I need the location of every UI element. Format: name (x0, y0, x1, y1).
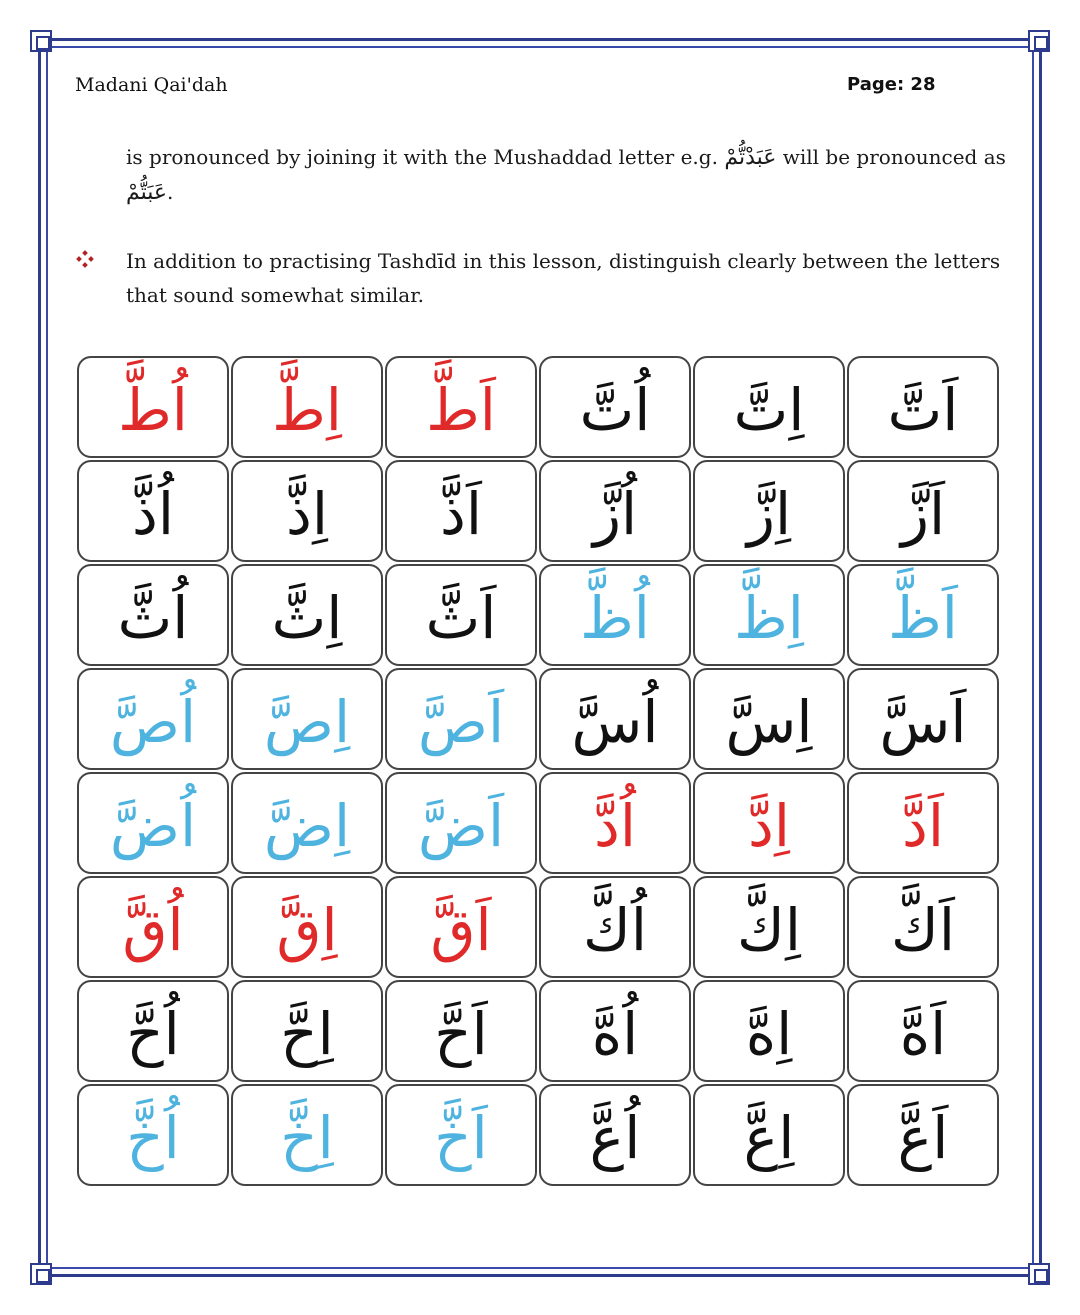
letter-card (847, 564, 999, 666)
letter-card (693, 460, 845, 562)
arabic-syllable: اِعَّ (743, 1104, 795, 1172)
arabic-syllable: اِخَّ (280, 1104, 334, 1172)
letter-card (693, 980, 845, 1082)
arabic-syllable: اُضَّ (109, 792, 197, 860)
arabic-syllable: اِتَّ (733, 376, 805, 444)
example-word-2: عَبَتُّمْ (126, 180, 168, 205)
letter-card (77, 564, 229, 666)
arabic-syllable: اَظَّ (888, 584, 958, 652)
letter-card (77, 1084, 229, 1186)
letter-card (539, 980, 691, 1082)
letter-card (231, 772, 383, 874)
arabic-syllable: اُتَّ (579, 376, 651, 444)
arabic-syllable: اَهَّ (899, 1000, 947, 1068)
arabic-syllable: اُطَّ (118, 376, 188, 444)
letter-card (77, 668, 229, 770)
intro-text-end: . (167, 180, 174, 204)
letter-card (231, 668, 383, 770)
letter-card (539, 564, 691, 666)
arabic-syllable: اَعَّ (897, 1104, 949, 1172)
arabic-syllable: اُحَّ (126, 1000, 180, 1068)
arabic-syllable: اُدَّ (594, 792, 636, 860)
letter-card (231, 980, 383, 1082)
arabic-syllable: اَضَّ (417, 792, 505, 860)
arabic-syllable: اُثَّ (117, 584, 189, 652)
letter-card (539, 1084, 691, 1186)
arabic-syllable: اَثَّ (425, 584, 497, 652)
letter-grid (77, 356, 999, 1186)
arabic-syllable: اَصَّ (417, 688, 505, 756)
arabic-syllable: اَدَّ (902, 792, 944, 860)
page-number: Page: 28 (847, 74, 936, 95)
letter-card (231, 356, 383, 458)
arabic-syllable: اَكَّ (891, 896, 955, 964)
arabic-syllable: اَذَّ (440, 480, 482, 548)
arabic-syllable: اِسَّ (725, 688, 813, 756)
arabic-syllable: اِكَّ (737, 896, 801, 964)
letter-card (847, 980, 999, 1082)
letter-card (693, 668, 845, 770)
letter-card (385, 1084, 537, 1186)
corner-ornament-bottom-left (30, 1263, 52, 1285)
arabic-syllable: اُقَّ (122, 896, 184, 964)
corner-ornament-top-right (1028, 30, 1050, 52)
arabic-syllable: اُهَّ (591, 1000, 639, 1068)
letter-card (847, 668, 999, 770)
arabic-syllable: اَخَّ (434, 1104, 488, 1172)
arabic-syllable: اِحَّ (280, 1000, 334, 1068)
corner-ornament-bottom-right (1028, 1263, 1050, 1285)
arabic-syllable: اِثَّ (271, 584, 343, 652)
arabic-syllable: اُصَّ (109, 688, 197, 756)
arabic-syllable: اِهَّ (745, 1000, 793, 1068)
letter-card (847, 356, 999, 458)
arabic-syllable: اُعَّ (589, 1104, 641, 1172)
arabic-syllable: اُذَّ (132, 480, 174, 548)
letter-card (385, 564, 537, 666)
letter-card (539, 876, 691, 978)
letter-card (385, 980, 537, 1082)
arabic-syllable: اِطَّ (272, 376, 342, 444)
letter-card (693, 876, 845, 978)
letter-card (77, 460, 229, 562)
arabic-syllable: اُسَّ (571, 688, 659, 756)
intro-text-2: will be pronounced as (776, 145, 1006, 169)
arabic-syllable: اِقَّ (276, 896, 338, 964)
letter-card (77, 876, 229, 978)
letter-card (77, 356, 229, 458)
letter-card (77, 980, 229, 1082)
letter-card (693, 564, 845, 666)
letter-card (385, 772, 537, 874)
letter-card (77, 772, 229, 874)
arabic-syllable: اُخَّ (126, 1104, 180, 1172)
arabic-syllable: اِزَّ (746, 480, 792, 548)
diamond-bullet-icon (76, 250, 94, 268)
letter-card (231, 876, 383, 978)
letter-card (231, 460, 383, 562)
paragraph-intro (126, 140, 1006, 210)
letter-card (539, 668, 691, 770)
letter-card (847, 1084, 999, 1186)
letter-card (539, 460, 691, 562)
letter-card (847, 772, 999, 874)
arabic-syllable: اِدَّ (748, 792, 790, 860)
arabic-syllable: اَزَّ (900, 480, 946, 548)
letter-card (693, 1084, 845, 1186)
letter-card (693, 772, 845, 874)
letter-card (539, 356, 691, 458)
arabic-syllable: اِضَّ (263, 792, 351, 860)
letter-card (385, 356, 537, 458)
arabic-syllable: اِذَّ (286, 480, 328, 548)
arabic-syllable: اَطَّ (426, 376, 496, 444)
corner-ornament-top-left (30, 30, 52, 52)
intro-text-1: is pronounced by joining it with the Mushaddad letter e.g. (126, 145, 725, 169)
arabic-syllable: اَتَّ (887, 376, 959, 444)
letter-card (231, 1084, 383, 1186)
letter-card (847, 460, 999, 562)
letter-card (385, 460, 537, 562)
arabic-syllable: اُظَّ (580, 584, 650, 652)
arabic-syllable: اِصَّ (263, 688, 351, 756)
arabic-syllable: اَحَّ (434, 1000, 488, 1068)
arabic-syllable: اَقَّ (430, 896, 492, 964)
book-title: Madani Qai'dah (75, 74, 228, 96)
letter-card (539, 772, 691, 874)
paragraph-instruction: In addition to practising Tashdīd in this lesson, distinguish clearly between the letters that sound somewhat similar. (126, 249, 1001, 307)
letter-card (693, 356, 845, 458)
letter-card (847, 876, 999, 978)
example-word-1: عَبَدْتُّمْ (724, 145, 777, 170)
letter-card (385, 876, 537, 978)
arabic-syllable: اُكَّ (583, 896, 647, 964)
arabic-syllable: اِظَّ (734, 584, 804, 652)
arabic-syllable: اُزَّ (592, 480, 638, 548)
letter-card (231, 564, 383, 666)
letter-card (385, 668, 537, 770)
arabic-syllable: اَسَّ (879, 688, 967, 756)
